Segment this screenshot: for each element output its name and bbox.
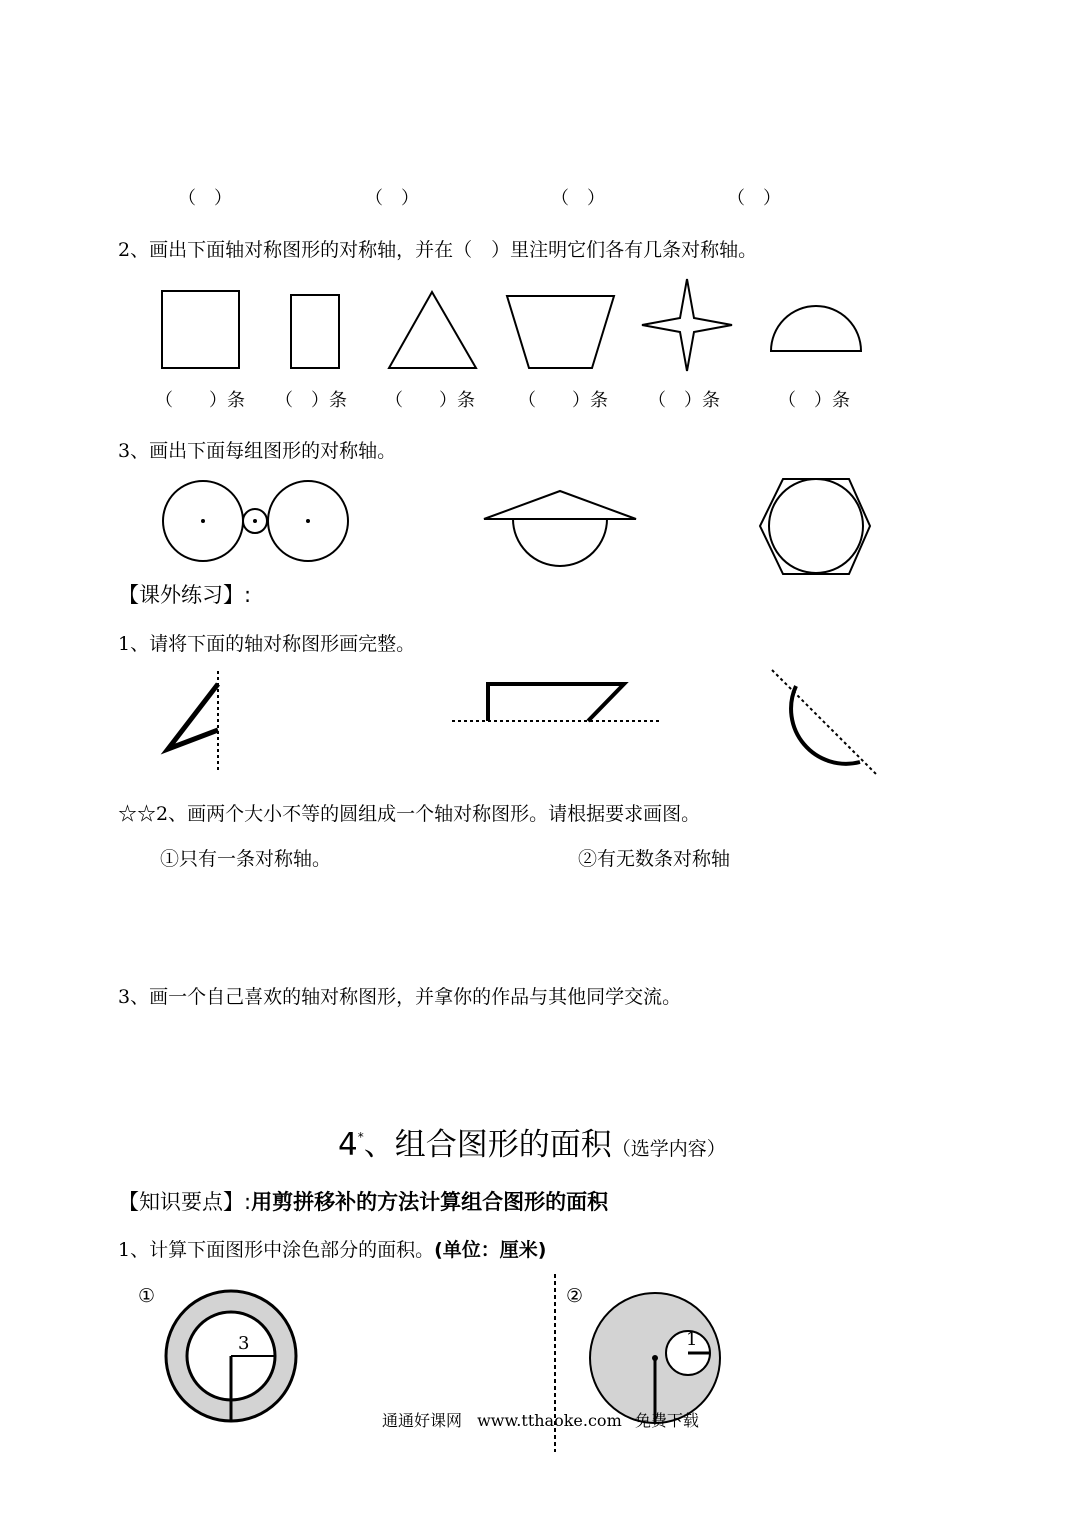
- figure-1-radius-label: 3: [238, 1333, 250, 1354]
- footer-tail: 免费下载: [634, 1411, 699, 1430]
- square-icon: [162, 291, 239, 368]
- lesson-note: （选学内容）: [611, 1138, 726, 1160]
- lesson-question-1-unit: (单位：厘米): [434, 1239, 547, 1261]
- answer-lines-triangle: （ ）条: [385, 390, 475, 411]
- lesson-star: *: [357, 1130, 364, 1144]
- answer-blank-1: （ ）: [178, 188, 232, 209]
- hexagon-circle-figure: [760, 479, 870, 574]
- lesson-number: 4: [338, 1127, 358, 1163]
- semicircle-icon: [771, 306, 861, 351]
- answer-blank-3: （ ）: [551, 188, 605, 209]
- extra-practice-heading: 【课外练习】:: [118, 583, 252, 607]
- question-3-text: 3、画出下面每组图形的对称轴。: [118, 440, 397, 462]
- figure-2-label: ②: [566, 1285, 584, 1307]
- half-triangle-figure: [168, 671, 218, 770]
- annulus-figure: [166, 1291, 296, 1421]
- answer-lines-square: （ ）条: [155, 390, 245, 411]
- figure-1-label: ①: [138, 1285, 156, 1307]
- answer-blank-4: （ ）: [727, 188, 781, 209]
- extra-question-2-part-b: ②有无数条对称轴: [578, 848, 731, 870]
- lesson-title-text: 、组合图形的面积: [363, 1127, 612, 1163]
- extra-question-2-part-a: ①只有一条对称轴。: [160, 848, 332, 870]
- key-points-text: 用剪拼移补的方法计算组合图形的面积: [251, 1190, 609, 1214]
- answer-lines-trapezoid: （ ）条: [518, 390, 608, 411]
- answer-blank-2: （ ）: [365, 188, 419, 209]
- footer-site: 通通好课网: [382, 1411, 463, 1430]
- rectangle-icon: [291, 295, 339, 368]
- lesson-question-1-text: 1、计算下面图形中涂色部分的面积。: [118, 1239, 435, 1261]
- trapezoid-icon: [507, 296, 614, 368]
- question-2-text: 2、画出下面轴对称图形的对称轴，并在（ ）里注明它们各有几条对称轴。: [118, 239, 758, 261]
- half-trapezoid-figure: [452, 684, 660, 721]
- figure-2-radius-label: 1: [686, 1329, 698, 1350]
- answer-lines-star: （ ）条: [648, 390, 720, 411]
- q3-shapes: [0, 470, 1087, 580]
- extra-question-3-text: 3、画一个自己喜欢的轴对称图形，并拿你的作品与其他同学交流。: [118, 986, 682, 1008]
- lesson-title: [338, 1117, 726, 1169]
- footer-watermark: [382, 1411, 699, 1431]
- footer-url: www.tthaoke.com: [477, 1411, 622, 1430]
- extra-question-2-text: ☆☆2、画两个大小不等的圆组成一个轴对称图形。请根据要求画图。: [118, 803, 701, 825]
- three-circles-figure: [163, 481, 348, 561]
- triangle-icon: [389, 292, 476, 368]
- extra-question-1-text: 1、请将下面的轴对称图形画完整。: [118, 633, 416, 655]
- answer-lines-rectangle: （ ）条: [275, 390, 347, 411]
- key-points-label: 【知识要点】:: [118, 1190, 252, 1214]
- circle-with-hole-figure: [590, 1293, 720, 1423]
- key-points-line: [118, 1190, 608, 1214]
- answer-lines-semicircle: （ ）条: [778, 390, 850, 411]
- complete-figure-shapes: [0, 665, 1087, 780]
- half-circle-diagonal-figure: [772, 670, 876, 774]
- q2-shapes: [0, 270, 1087, 390]
- hat-figure: [484, 491, 636, 566]
- lesson-question-1: [118, 1238, 546, 1262]
- four-point-star-icon: [642, 279, 732, 371]
